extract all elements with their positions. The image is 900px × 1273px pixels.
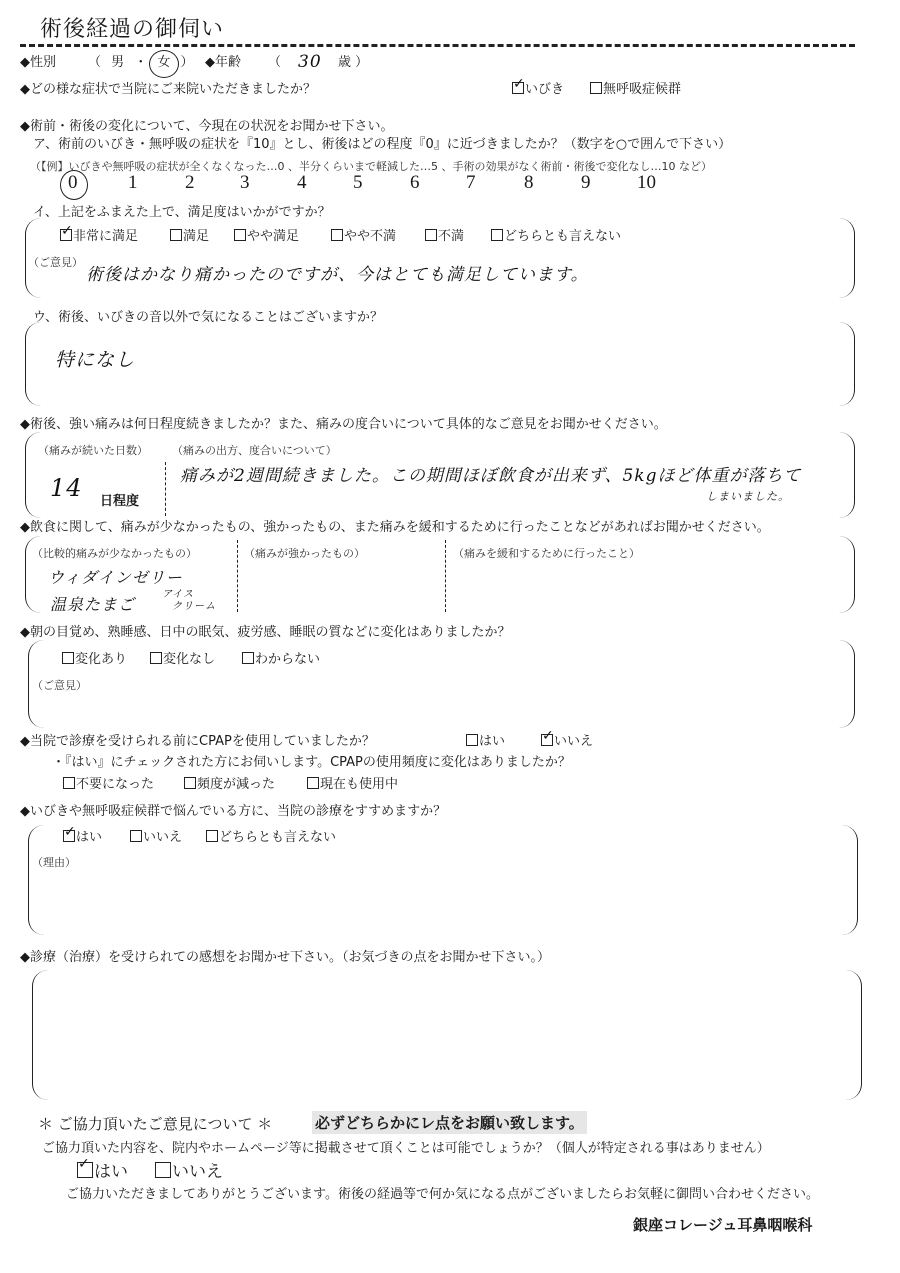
- option-label: やや不満: [344, 229, 397, 244]
- satisfaction-option-5[interactable]: [425, 229, 464, 245]
- option-label: わからない: [255, 652, 321, 667]
- checkbox[interactable]: [425, 229, 438, 245]
- other-box: [25, 322, 855, 406]
- symptom-option-apnea[interactable]: [590, 82, 681, 98]
- option-label: いいえ: [172, 1162, 223, 1182]
- cpap-option-2[interactable]: [541, 728, 594, 750]
- checkbox[interactable]: [170, 229, 183, 245]
- sleep-option-2[interactable]: [150, 652, 215, 668]
- sleep-option-1[interactable]: [62, 652, 127, 668]
- scale-option-8[interactable]: 8: [524, 172, 534, 193]
- option-label: 現在も使用中: [320, 777, 399, 792]
- consent-heading: ＊ ご協力頂いたご意見について ＊: [38, 1115, 273, 1133]
- cpap-followup-option-1[interactable]: [63, 777, 154, 793]
- checkbox[interactable]: [63, 824, 76, 846]
- pain-days-label: （痛みが続いた日数）: [38, 444, 148, 457]
- age-bracket: （: [268, 55, 282, 70]
- gender-label: ◆性別: [20, 55, 56, 70]
- column-divider: [165, 462, 166, 516]
- title-divider: [20, 44, 855, 47]
- selected-circle: [60, 170, 88, 200]
- impression-box[interactable]: [32, 970, 862, 1100]
- pain-days-unit: 日程度: [100, 494, 140, 509]
- check-icon: ✓: [78, 1156, 90, 1172]
- pain-detail-label: （痛みの出方、度合いについて）: [172, 444, 337, 457]
- satisfaction-option-2[interactable]: [170, 229, 209, 245]
- food-col1-line3b[interactable]: クリーム: [172, 601, 216, 612]
- option-label: いいえ: [554, 734, 594, 749]
- impression-question: ◆診療（治療）を受けられての感想をお聞かせ下さい。（お気づきの点をお聞かせ下さい。）: [20, 950, 550, 965]
- option-label: 変化なし: [163, 652, 216, 667]
- form-title: 術後経過の御伺い: [40, 17, 225, 42]
- pain-detail-line2[interactable]: しまいました。: [706, 490, 790, 503]
- check-icon: ✓: [61, 223, 73, 239]
- satisfaction-comment[interactable]: 術後はかなり痛かったのですが、今はとても満足しています。: [86, 265, 589, 285]
- option-label: はい: [479, 734, 506, 749]
- sleep-option-3[interactable]: [242, 652, 320, 668]
- food-col1-label: （比較的痛みが少なかったもの）: [32, 547, 197, 560]
- food-col1-line3a[interactable]: アイス: [162, 589, 194, 600]
- scale-option-6[interactable]: 6: [410, 172, 420, 193]
- food-col1-line1[interactable]: ウィダインゼリー: [48, 568, 183, 587]
- change-question-a: ア、術前のいびき・無呼吸の症状を『10』とし、術後はどの程度『0』に近づきましたか？（数字を○で囲んで下さい）: [33, 137, 732, 152]
- other-answer[interactable]: 特になし: [55, 349, 136, 371]
- column-divider: [237, 540, 238, 612]
- pain-days-value[interactable]: 14: [50, 474, 83, 502]
- change-example: （【例】いびきや無呼吸の症状が全くなくなった…0 、半分くらいまで軽減した…5 、手術の効果がなく術前・術後で変化なし…10 など）: [30, 160, 712, 173]
- checkbox[interactable]: [541, 728, 554, 750]
- option-label: いいえ: [143, 830, 183, 845]
- scale-option-9[interactable]: 9: [581, 172, 591, 193]
- food-col3-label: （痛みを緩和するために行ったこと）: [453, 547, 640, 560]
- option-label: はい: [76, 830, 103, 845]
- cpap-followup-option-2[interactable]: [184, 777, 275, 793]
- change-heading: ◆術前・術後の変化について、今現在の状況をお聞かせ下さい。: [20, 119, 394, 134]
- option-label: どちらとも言えない: [504, 229, 622, 244]
- cpap-followup-option-3[interactable]: [307, 777, 398, 793]
- satisfaction-option-1[interactable]: [60, 223, 139, 245]
- satisfaction-option-6[interactable]: [491, 229, 621, 245]
- satisfaction-option-4[interactable]: [331, 229, 396, 245]
- food-col2-label: （痛みが強かったもの）: [244, 547, 365, 560]
- gender-options[interactable]: （ 男 ・ 女 ）: [88, 55, 197, 70]
- comment-label: （ご意見）: [32, 679, 87, 692]
- checkbox[interactable]: [77, 1156, 94, 1180]
- cpap-followup: ・『はい』にチェックされた方にお伺いします。CPAPの使用頻度に変化はありましたか？: [52, 755, 571, 770]
- cpap-option-1[interactable]: [466, 734, 505, 750]
- food-question: ◆飲食に関して、痛みが少なかったもの、強かったもの、また痛みを緩和するために行ったことなどがあればお聞かせください。: [20, 520, 770, 535]
- scale-option-4[interactable]: 4: [297, 172, 307, 193]
- thanks-message: ご協力いただきましてありがとうございます。術後の経過等で何か気になる点がございましたらお気軽に御問い合わせください。: [66, 1187, 819, 1202]
- checkbox[interactable]: [491, 229, 504, 245]
- checkbox[interactable]: [242, 652, 255, 668]
- consent-emphasis: 必ずどちらかにレ点をお願い致します。: [312, 1111, 587, 1134]
- symptom-option-snoring[interactable]: [512, 76, 565, 98]
- checkbox[interactable]: [150, 652, 163, 668]
- age-value[interactable]: 30: [298, 52, 322, 72]
- checkbox[interactable]: [206, 830, 219, 846]
- checkbox[interactable]: [60, 223, 73, 245]
- check-icon: ✓: [64, 824, 76, 840]
- column-divider: [445, 540, 446, 612]
- option-label: 満足: [183, 229, 210, 244]
- scale-option-0[interactable]: 0: [68, 172, 78, 193]
- checkbox[interactable]: [331, 229, 344, 245]
- gender-selected-circle: [149, 50, 179, 78]
- checkbox[interactable]: [466, 734, 479, 750]
- option-label: 無呼吸症候群: [603, 82, 682, 97]
- symptom-question: ◆どの様な症状で当院にご来院いただきましたか？: [20, 82, 316, 97]
- checkbox[interactable]: [63, 777, 76, 793]
- scale-option-5[interactable]: 5: [353, 172, 363, 193]
- satisfaction-question: イ、上記をふまえた上で、満足度はいかがですか？: [33, 205, 331, 220]
- recommend-option-1[interactable]: [63, 824, 103, 846]
- option-label: 非常に満足: [73, 229, 139, 244]
- consent-option-2[interactable]: [155, 1162, 223, 1180]
- recommend-option-3[interactable]: [206, 830, 336, 846]
- option-label: 変化あり: [75, 652, 128, 667]
- scale-option-7[interactable]: 7: [466, 172, 476, 193]
- sleep-question: ◆朝の目覚め、熟睡感、日中の眠気、疲労感、睡眠の質などに変化はありましたか？: [20, 625, 511, 640]
- scale-option-2[interactable]: 2: [185, 172, 195, 193]
- clinic-name: 銀座コレージュ耳鼻咽喉科: [633, 1216, 813, 1234]
- checkbox[interactable]: [130, 830, 143, 846]
- recommend-question: ◆いびきや無呼吸症候群で悩んでいる方に、当院の診療をすすめますか？: [20, 804, 447, 819]
- scale-option-10[interactable]: 10: [637, 172, 656, 193]
- recommend-option-2[interactable]: [130, 830, 182, 846]
- scale-option-3[interactable]: 3: [240, 172, 250, 193]
- option-label: 頻度が減った: [197, 777, 276, 792]
- option-label: 不要になった: [76, 777, 155, 792]
- scale-option-1[interactable]: 1: [128, 172, 138, 193]
- option-label: どちらとも言えない: [219, 830, 337, 845]
- pain-question: ◆術後、強い痛みは何日程度続きましたか？また、痛みの度合いについて具体的なご意見をお聞かせください。: [20, 417, 667, 432]
- reason-label: （理由）: [32, 856, 76, 869]
- checkbox[interactable]: [155, 1162, 172, 1180]
- option-label: やや満足: [247, 229, 300, 244]
- check-icon: ✓: [542, 728, 554, 744]
- food-col1-line2[interactable]: 温泉たまご: [50, 595, 136, 614]
- satisfaction-option-3[interactable]: [234, 229, 299, 245]
- checkbox[interactable]: [184, 777, 197, 793]
- pain-detail-line1[interactable]: 痛みが2週間続きました。この期間ほぼ飲食が出来ず、5kgほど体重が落ちて: [180, 466, 802, 486]
- option-label: 不満: [438, 229, 465, 244]
- option-label: いびき: [525, 82, 565, 97]
- other-question: ウ、術後、いびきの音以外で気になることはございますか？: [33, 310, 383, 325]
- checkbox[interactable]: [62, 652, 75, 668]
- option-label: はい: [94, 1162, 128, 1182]
- consent-option-1[interactable]: [77, 1156, 128, 1182]
- check-icon: ✓: [513, 76, 525, 92]
- cpap-question: ◆当院で診療を受けられる前にCPAPを使用していましたか？: [20, 734, 375, 749]
- age-unit: 歳 ）: [338, 55, 369, 70]
- consent-question: ご協力頂いた内容を、院内やホームページ等に掲載させて頂くことは可能でしょうか？（個人が特定される事はありません）: [42, 1141, 770, 1156]
- checkbox[interactable]: [307, 777, 320, 793]
- comment-label: （ご意見）: [28, 256, 83, 269]
- age-label: ◆年齢: [205, 55, 241, 70]
- checkbox[interactable]: [234, 229, 247, 245]
